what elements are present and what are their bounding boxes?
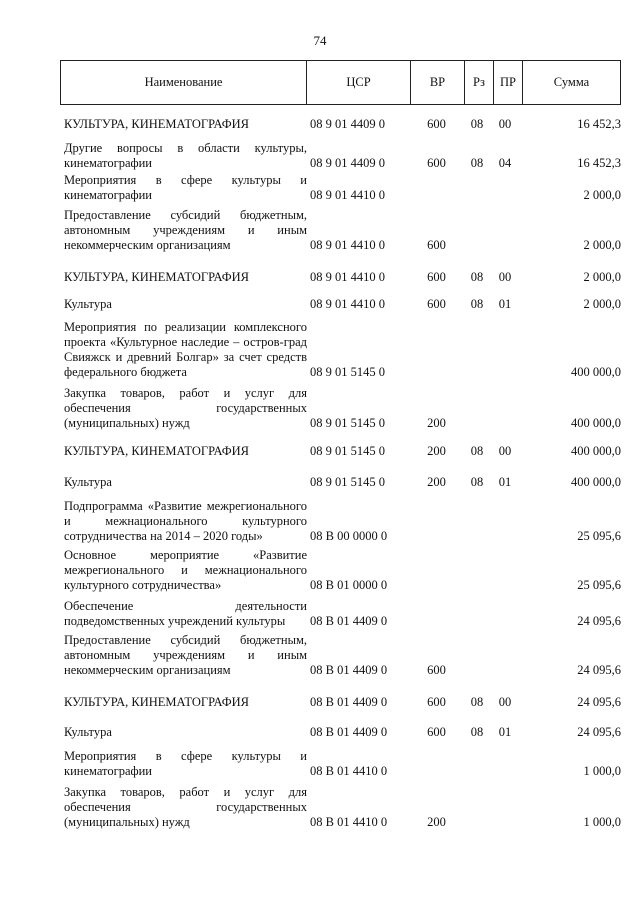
table-row xyxy=(60,386,621,431)
row-vr: 600 xyxy=(427,238,446,252)
header-pr: ПР xyxy=(493,61,522,104)
row-csr: 08 В 01 4409 0 xyxy=(310,725,388,739)
table-row xyxy=(60,548,621,593)
row-vr: 200 xyxy=(427,444,446,458)
row-csr: 08 В 00 0000 0 xyxy=(310,529,388,543)
row-sum: 400 000,0 xyxy=(571,444,621,458)
row-csr: 08 В 01 4409 0 xyxy=(310,663,388,677)
row-vr: 600 xyxy=(427,117,446,131)
row-name: Культура xyxy=(64,297,112,311)
row-vr: 600 xyxy=(427,663,446,677)
row-csr: 08 9 01 4410 0 xyxy=(310,270,385,284)
row-name: Закупка товаров, работ и услуг для обеспечения государственных (муниципальных) нужд xyxy=(64,785,307,829)
row-sum: 1 000,0 xyxy=(583,764,621,778)
header-csr: ЦСР xyxy=(306,61,410,104)
row-name: Другие вопросы в области культуры, кинематографии xyxy=(64,141,307,170)
row-sum: 2 000,0 xyxy=(583,270,621,284)
row-csr: 08 В 01 0000 0 xyxy=(310,578,388,592)
row-sum: 24 095,6 xyxy=(577,614,621,628)
row-csr: 08 9 01 5145 0 xyxy=(310,444,385,458)
table-row xyxy=(60,173,621,203)
row-sum: 25 095,6 xyxy=(577,529,621,543)
table-row xyxy=(60,270,621,285)
row-rz: 08 xyxy=(470,475,484,489)
row-pr xyxy=(491,386,519,431)
row-pr xyxy=(491,499,519,544)
row-pr: 00 xyxy=(498,270,512,284)
row-pr: 00 xyxy=(498,117,512,131)
table-row xyxy=(60,499,621,544)
table-row xyxy=(60,725,621,740)
row-rz: 08 xyxy=(470,270,484,284)
row-pr xyxy=(491,633,519,678)
table-row xyxy=(60,208,621,253)
row-rz: 08 xyxy=(470,725,484,739)
row-sum: 24 095,6 xyxy=(577,695,621,709)
row-name: Обеспечение деятельности подведомственных учреждений культуры xyxy=(64,599,307,628)
row-vr: 600 xyxy=(427,297,446,311)
row-sum: 2 000,0 xyxy=(583,188,621,202)
row-rz: 08 xyxy=(470,695,484,709)
row-vr xyxy=(410,499,463,544)
row-csr: 08 В 01 4410 0 xyxy=(310,815,388,829)
table-header xyxy=(60,60,621,105)
row-name: Культура xyxy=(64,725,112,739)
row-sum: 1 000,0 xyxy=(583,815,621,829)
row-vr xyxy=(410,173,463,203)
row-vr: 600 xyxy=(427,156,446,170)
row-sum: 2 000,0 xyxy=(583,238,621,252)
row-name: Основное мероприятие «Развитие межрегионального и межнационального культурного сотрудничества» xyxy=(64,548,307,592)
row-rz xyxy=(463,633,491,678)
row-pr xyxy=(491,548,519,593)
table-row xyxy=(60,444,621,459)
row-csr: 08 9 01 5145 0 xyxy=(310,475,385,489)
row-csr: 08 В 01 4409 0 xyxy=(310,614,388,628)
row-vr: 200 xyxy=(427,416,446,430)
row-rz xyxy=(463,173,491,203)
row-vr: 600 xyxy=(427,695,446,709)
row-csr: 08 9 01 5145 0 xyxy=(310,416,385,430)
row-pr xyxy=(491,173,519,203)
header-sum: Сумма xyxy=(522,61,620,104)
row-sum: 400 000,0 xyxy=(571,365,621,379)
table-row xyxy=(60,599,621,629)
row-name: КУЛЬТУРА, КИНЕМАТОГРАФИЯ xyxy=(64,117,249,131)
row-rz xyxy=(463,599,491,629)
row-rz xyxy=(463,749,491,779)
row-name: Подпрограмма «Развитие межрегионального и межнационального культурного сотрудничества на 2014 – 2020 годы» xyxy=(64,499,307,543)
row-vr: 600 xyxy=(427,270,446,284)
row-name: КУЛЬТУРА, КИНЕМАТОГРАФИЯ xyxy=(64,270,249,284)
table-row xyxy=(60,785,621,830)
row-vr: 200 xyxy=(427,475,446,489)
row-name: Предоставление субсидий бюджетным, автономным учреждениям и иным некоммерческим организациям xyxy=(64,208,307,252)
table-row xyxy=(60,320,621,380)
row-csr: 08 9 01 4409 0 xyxy=(310,156,385,170)
row-pr: 01 xyxy=(498,725,512,739)
row-name: КУЛЬТУРА, КИНЕМАТОГРАФИЯ xyxy=(64,444,249,458)
row-name: Мероприятия в сфере культуры и кинематографии xyxy=(64,749,307,778)
row-csr: 08 9 01 4410 0 xyxy=(310,188,385,202)
header-rz: Рз xyxy=(464,61,493,104)
row-rz xyxy=(463,499,491,544)
row-rz: 08 xyxy=(470,444,484,458)
row-sum: 25 095,6 xyxy=(577,578,621,592)
row-sum: 400 000,0 xyxy=(571,475,621,489)
row-rz: 08 xyxy=(470,156,484,170)
row-csr: 08 9 01 4409 0 xyxy=(310,117,385,131)
row-rz xyxy=(463,208,491,253)
row-name: Предоставление субсидий бюджетным, автономным учреждениям и иным некоммерческим организациям xyxy=(64,633,307,677)
header-name: Наименование xyxy=(144,75,223,89)
row-rz xyxy=(463,548,491,593)
row-pr xyxy=(491,749,519,779)
row-sum: 24 095,6 xyxy=(577,663,621,677)
table-row xyxy=(60,695,621,710)
row-vr xyxy=(410,548,463,593)
page-number: 74 xyxy=(313,33,327,48)
row-name: Культура xyxy=(64,475,112,489)
row-csr: 08 В 01 4409 0 xyxy=(310,695,388,709)
row-sum: 24 095,6 xyxy=(577,725,621,739)
table-row xyxy=(60,141,621,171)
row-pr xyxy=(491,599,519,629)
row-pr: 00 xyxy=(498,695,512,709)
row-sum: 2 000,0 xyxy=(583,297,621,311)
row-name: Мероприятия по реализации комплексного проекта «Культурное наследие – остров-град Свияжск и древний Болгар» за счет средств федерального бюджета xyxy=(64,320,307,379)
table-row xyxy=(60,633,621,678)
table-row xyxy=(60,117,621,132)
row-vr xyxy=(410,320,463,380)
row-pr xyxy=(491,785,519,830)
row-name: Мероприятия в сфере культуры и кинематографии xyxy=(64,173,307,202)
row-name: КУЛЬТУРА, КИНЕМАТОГРАФИЯ xyxy=(64,695,249,709)
row-rz xyxy=(463,386,491,431)
row-csr: 08 9 01 5145 0 xyxy=(310,365,385,379)
row-pr xyxy=(491,320,519,380)
row-name: Закупка товаров, работ и услуг для обеспечения государственных (муниципальных) нужд xyxy=(64,386,307,430)
row-sum: 400 000,0 xyxy=(571,416,621,430)
table-row xyxy=(60,749,621,779)
row-vr xyxy=(410,599,463,629)
row-rz xyxy=(463,320,491,380)
table-row xyxy=(60,297,621,312)
row-sum: 16 452,3 xyxy=(577,117,621,131)
row-pr: 01 xyxy=(498,475,512,489)
table-row xyxy=(60,475,621,490)
row-rz: 08 xyxy=(470,297,484,311)
row-csr: 08 В 01 4410 0 xyxy=(310,764,388,778)
row-vr: 200 xyxy=(427,815,446,829)
row-rz xyxy=(463,785,491,830)
header-vr: ВР xyxy=(410,61,464,104)
row-pr: 04 xyxy=(498,156,512,170)
row-csr: 08 9 01 4410 0 xyxy=(310,238,385,252)
row-csr: 08 9 01 4410 0 xyxy=(310,297,385,311)
row-sum: 16 452,3 xyxy=(577,156,621,170)
row-pr: 00 xyxy=(498,444,512,458)
row-pr xyxy=(491,208,519,253)
row-vr xyxy=(410,749,463,779)
row-rz: 08 xyxy=(470,117,484,131)
row-pr: 01 xyxy=(498,297,512,311)
row-vr: 600 xyxy=(427,725,446,739)
